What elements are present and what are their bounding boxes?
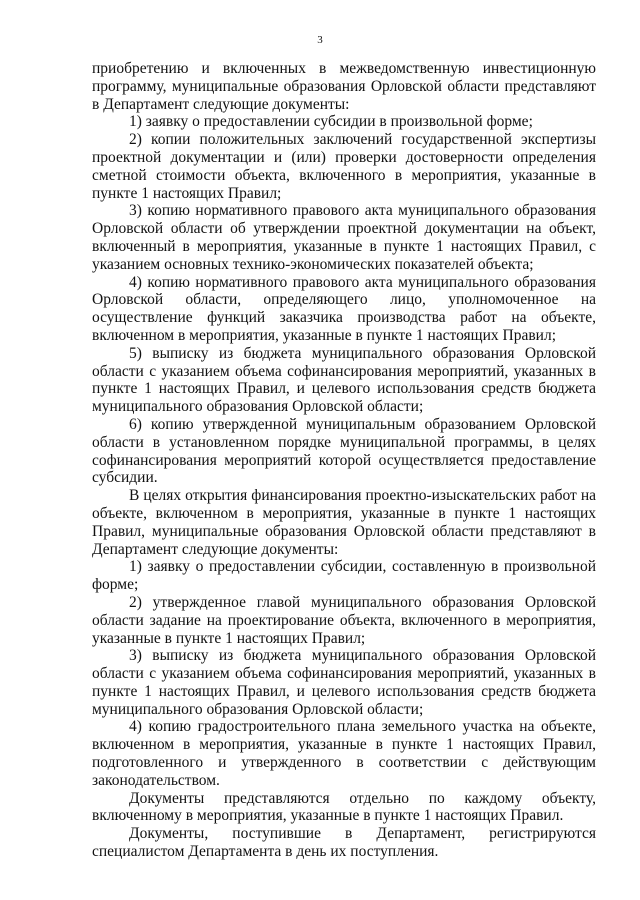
page-number: 3 <box>317 34 323 46</box>
paragraph-documents-separately: Документы представляются отдельно по каждому объекту, включенному в мероприятия, указанные в пункте 1 настоящих Правил. <box>92 789 596 825</box>
list-item-expertise-copies: 2) копии положительных заключений государственной экспертизы проектной документации и (или) проверки достоверности определения сметной стоимости объекта, включенного в мероприятия, указанные в пункте 1 настоящих Правил; <box>92 131 596 202</box>
list-item-application-2: 1) заявку о предоставлении субсидии, составленную в произвольной форме; <box>92 558 596 594</box>
list-item-municipal-program: 6) копию утвержденной муниципальным образованием Орловской области в установленном порядке муниципальной программы, в целях софинансирования мероприятий которой осуществляется предоставление субсидии. <box>92 415 596 487</box>
paragraph-design-works: В целях открытия финансирования проектно-изыскательских работ на объекте, включенном в мероприятия, указанные в пункте 1 настоящих Правил, муниципальные образования Орловской области представляют в Департамент следующие документы: <box>92 487 596 558</box>
paragraph-documents-registration: Документы, поступившие в Департамент, регистрируются специалистом Департамента в день их поступления. <box>92 825 596 861</box>
list-item-budget-extract-2: 3) выписку из бюджета муниципального образования Орловской области с указанием объема софинансирования мероприятий, указанных в пункте 1 настоящих Правил, и целевого использования средств бюджета муниципального образования Орловской области; <box>92 647 596 718</box>
paragraph-intro: приобретению и включенных в межведомственную инвестиционную программу, муниципальные образования Орловской области представляют в Департамент следующие документы: <box>92 60 596 113</box>
list-item-urban-plan: 4) копию градостроительного плана земельного участка на объекте, включенном в мероприятия, указанные в пункте 1 настоящих Правил, подготовленного и утвержденного в соответствии с действующим законодательством. <box>92 718 596 789</box>
list-item-design-assignment: 2) утвержденное главой муниципального образования Орловской области задание на проектирование объекта, включенного в мероприятия, указанные в пункте 1 настоящих Правил; <box>92 593 596 647</box>
list-item-budget-extract: 5) выписку из бюджета муниципального образования Орловской области с указанием объема софинансирования мероприятий, указанных в пункте 1 настоящих Правил, и целевого использования средств бюджета муниципального образования Орловской области; <box>92 344 596 416</box>
list-item-design-approval-act: 3) копию нормативного правового акта муниципального образования Орловской области об утверждении проектной документации на объект, включенный в мероприятия, указанные в пункте 1 настоящих Правил, с указанием основных технико-экономических показателей объекта; <box>92 202 596 273</box>
document-body <box>92 60 596 861</box>
list-item-customer-designation-act: 4) копию нормативного правового акта муниципального образования Орловской области, определяющего лицо, уполномоченное на осуществление функций заказчика производства работ на объекте, включенном в мероприятия, указанные в пункте 1 настоящих Правил; <box>92 273 596 344</box>
list-item-application: 1) заявку о предоставлении субсидии в произвольной форме; <box>129 113 533 131</box>
